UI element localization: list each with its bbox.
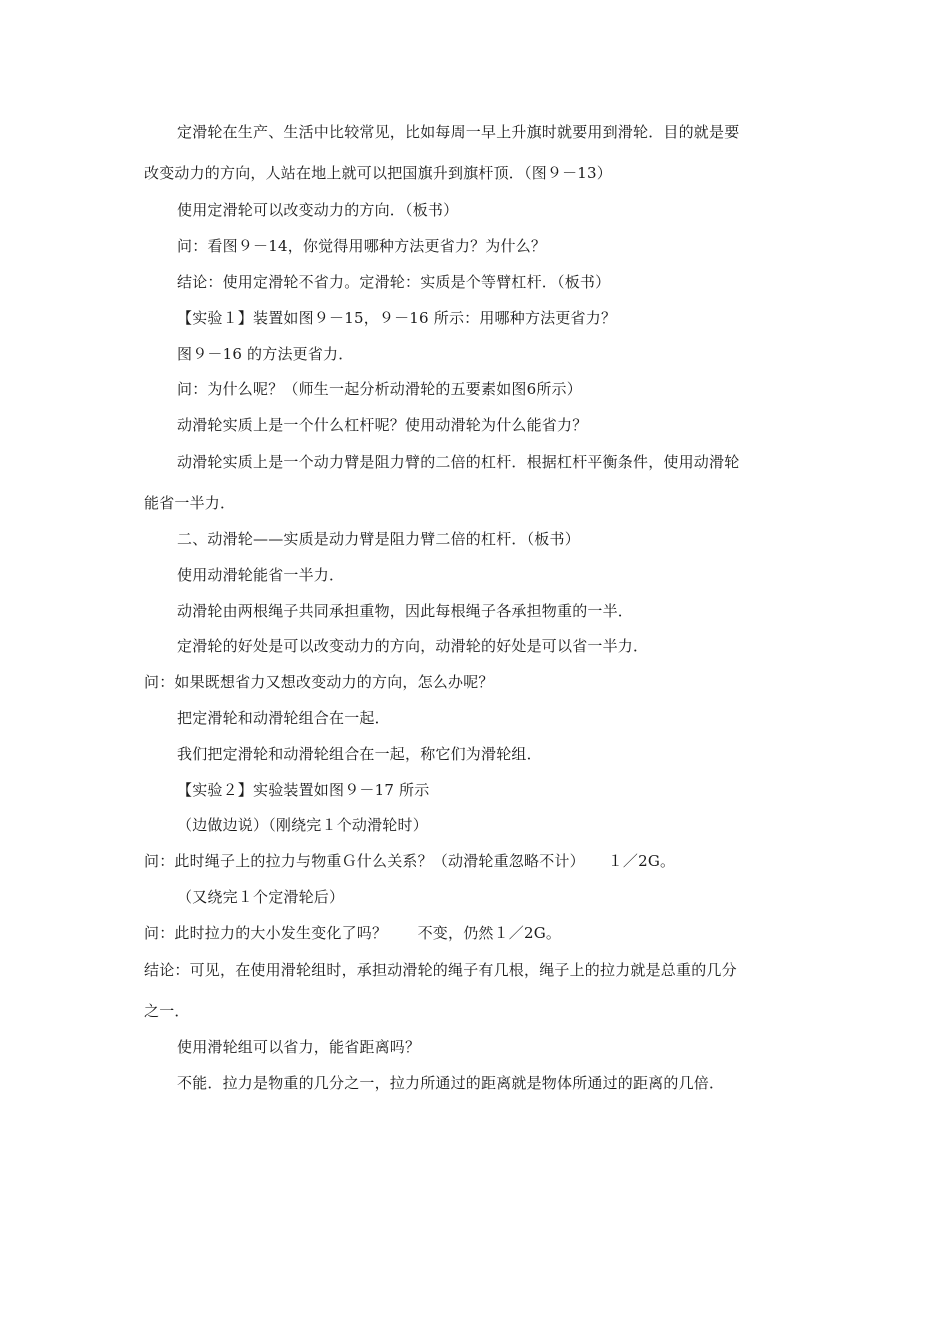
paragraph-line: 问：如果既想省力又想改变动力的方向，怎么办呢？ — [144, 673, 494, 691]
paragraph-line: 把定滑轮和动滑轮组合在一起． — [177, 709, 390, 727]
paragraph-line: 能省一半力． — [144, 494, 236, 512]
paragraph-line: 结论：使用定滑轮不省力。定滑轮：实质是个等臂杠杆．（板书） — [177, 273, 611, 291]
paragraph-line: 【实验２】实验装置如图９－17 所示 — [177, 781, 430, 799]
paragraph-line: 改变动力的方向，人站在地上就可以把国旗升到旗杆顶．（图９－13） — [144, 164, 612, 182]
paragraph-line: 动滑轮实质上是一个什么杠杆呢？使用动滑轮为什么能省力？ — [177, 416, 588, 434]
paragraph-line: 使用动滑轮能省一半力． — [177, 566, 345, 584]
paragraph-line: 使用滑轮组可以省力，能省距离吗？ — [177, 1038, 421, 1056]
paragraph-line: 二、动滑轮——实质是动力臂是阻力臂二倍的杠杆．（板书） — [177, 530, 580, 548]
paragraph-line: 动滑轮实质上是一个动力臂是阻力臂的二倍的杠杆．根据杠杆平衡条件，使用动滑轮 — [177, 453, 740, 471]
paragraph-line: 图９－16 的方法更省力． — [177, 345, 354, 363]
paragraph-line: 【实验１】装置如图９－15，９－16 所示：用哪种方法更省力？ — [177, 309, 617, 327]
paragraph-line: 不能．拉力是物重的几分之一，拉力所通过的距离就是物体所通过的距离的几倍． — [177, 1074, 725, 1092]
paragraph-line: 使用定滑轮可以改变动力的方向．（板书） — [177, 201, 459, 219]
paragraph-line: 我们把定滑轮和动滑轮组合在一起，称它们为滑轮组． — [177, 745, 542, 763]
paragraph-line: 问：此时绳子上的拉力与物重Ｇ什么关系？（动滑轮重忽略不计） １／2G。 — [144, 852, 676, 870]
paragraph-line: 问：看图９－14，你觉得用哪种方法更省力？为什么？ — [177, 237, 547, 255]
paragraph-line: 之一． — [144, 1002, 190, 1020]
paragraph-line: 定滑轮在生产、生活中比较常见，比如每周一早上升旗时就要用到滑轮．目的就是要 — [177, 123, 740, 141]
paragraph-line: （又绕完１个定滑轮后） — [177, 888, 345, 906]
paragraph-line: （边做边说）（刚绕完１个动滑轮时） — [177, 816, 428, 834]
paragraph-line: 问：为什么呢？（师生一起分析动滑轮的五要素如图6所示） — [177, 380, 582, 398]
paragraph-line: 定滑轮的好处是可以改变动力的方向，动滑轮的好处是可以省一半力． — [177, 637, 649, 655]
paragraph-line: 动滑轮由两根绳子共同承担重物，因此每根绳子各承担物重的一半． — [177, 602, 634, 620]
paragraph-line: 问：此时拉力的大小发生变化了吗？ 不变，仍然１／2G。 — [144, 924, 562, 942]
paragraph-line: 结论：可见，在使用滑轮组时，承担动滑轮的绳子有几根，绳子上的拉力就是总重的几分 — [144, 961, 737, 979]
